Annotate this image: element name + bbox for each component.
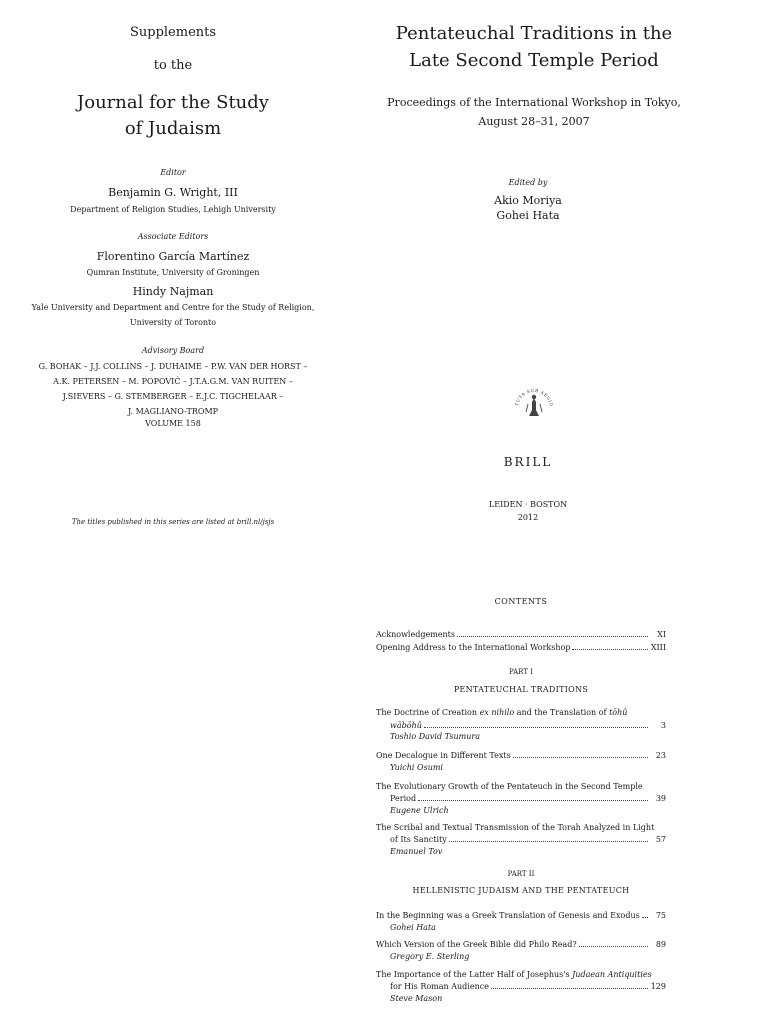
title-page <box>360 0 768 560</box>
edited-by-label: Edited by <box>508 178 548 187</box>
toc-title: Acknowledgements <box>376 630 455 639</box>
toc-entry-7-title-line1[interactable] <box>376 970 666 979</box>
toc-page: 23 <box>655 751 666 760</box>
part-1-title: PENTATEUCHAL TRADITIONS <box>453 685 589 694</box>
book-title-line1: Pentateuchal Traditions in the <box>395 23 673 44</box>
advisory-board-line-2: A.K. PETERSEN – M. POPOVIĆ – J.T.A.G.M. VAN RUITEN – <box>53 377 293 386</box>
toc-page: XI <box>657 630 666 639</box>
series-title <box>0 90 346 142</box>
publication-year: 2012 <box>517 513 539 522</box>
toc-entry-acknowledgements[interactable] <box>376 630 666 639</box>
volume-number: VOLUME 158 <box>145 419 201 428</box>
book-title-line2: Late Second Temple Period <box>409 50 659 71</box>
toc-title: Which Version of the Greek Bible did Philo Read? <box>376 940 577 949</box>
toc-leader <box>579 940 648 947</box>
toc-entry-6[interactable] <box>376 940 666 949</box>
toc-author-3: Eugene Ulrich <box>390 806 449 815</box>
toc-leader <box>642 911 648 918</box>
series-page <box>0 0 346 560</box>
volume-editor-2: Gohei Hata <box>496 209 560 222</box>
proceedings <box>330 93 738 131</box>
part-1-label: PART I <box>509 668 533 676</box>
toc-entry-2[interactable] <box>376 751 666 760</box>
toc-title-italic: Judaean Antiquities <box>572 970 652 979</box>
toc-entry-5[interactable] <box>376 911 666 920</box>
toc-entry-1[interactable] <box>390 721 666 730</box>
toc-title-text: The Importance of the Latter Half of Josephus's <box>376 970 573 979</box>
toc-title: One Decalogue in Different Texts <box>376 751 511 760</box>
proceedings-line2: August 28–31, 2007 <box>478 115 590 128</box>
publisher-name: BRILL <box>503 455 553 469</box>
toc-page: 129 <box>650 982 666 991</box>
toc-author-1: Toshio David Tsumura <box>390 732 480 741</box>
part-2-label: PART II <box>507 870 535 878</box>
series-listing-note: The titles published in this series are listed at brill.nl/jsjs <box>71 518 275 526</box>
contents-heading: CONTENTS <box>494 597 548 606</box>
book-title <box>330 20 738 74</box>
toc-entry-1-title-line1[interactable] <box>376 708 666 717</box>
advisory-board-line-4: J. MAGLIANO-TROMP <box>127 407 219 416</box>
brill-logo-text: TUTA SUB AEGID <box>514 387 555 408</box>
toc-page: 3 <box>660 721 666 730</box>
advisory-board-line-1: G. BOHAK – J.J. COLLINS – J. DUHAIME – P.W. VAN DER HORST – <box>38 362 308 371</box>
toc-title-text: The Doctrine of Creation <box>376 708 480 717</box>
series-title-line2: of Judaism <box>124 118 222 139</box>
toc-leader <box>424 721 648 728</box>
toc-entry-3[interactable] <box>390 794 666 803</box>
associate-editor-2-affiliation-2: University of Toronto <box>129 318 217 327</box>
toc-title: for His Roman Audience <box>390 982 489 991</box>
associate-editor-1-affiliation: Qumran Institute, University of Groningen <box>86 268 260 277</box>
toc-author-6: Gregory E. Sterling <box>390 952 470 961</box>
toc-page: XIII <box>650 643 666 652</box>
toc-leader <box>491 982 648 989</box>
advisory-board-label: Advisory Board <box>141 346 205 355</box>
toc-leader <box>457 630 648 637</box>
toc-page: 39 <box>655 794 666 803</box>
toc-page: 75 <box>655 911 666 920</box>
toc-author-2: Yuichi Osumi <box>390 763 443 772</box>
toc-leader <box>418 794 648 801</box>
associate-editor-2-name: Hindy Najman <box>132 285 214 298</box>
toc-leader <box>449 835 648 842</box>
series-to-the: to the <box>153 58 193 73</box>
toc-author-4: Emanuel Tov <box>390 847 443 856</box>
toc-entry-7[interactable] <box>390 982 666 991</box>
editor-affiliation: Department of Religion Studies, Lehigh University <box>70 205 276 214</box>
editor-label: Editor <box>160 168 186 177</box>
toc-page: 57 <box>655 835 666 844</box>
toc-leader <box>513 751 648 758</box>
publisher-place: LEIDEN · BOSTON <box>488 500 568 509</box>
toc-title-italic: tōhû <box>609 708 628 717</box>
editor-name: Benjamin G. Wright, III <box>108 186 238 199</box>
advisory-board-line-3: J.SIEVERS – G. STEMBERGER – E.J.C. TIGCHELAAR – <box>62 392 284 401</box>
part-2-title: HELLENISTIC JUDAISM AND THE PENTATEUCH <box>412 886 630 895</box>
series-title-line1: Journal for the Study <box>77 92 269 113</box>
toc-author-5: Gohei Hata <box>390 923 436 932</box>
associate-editor-2-affiliation-1: Yale University and Department and Centre for the Study of Religion, <box>31 303 315 312</box>
toc-entry-4-title-line1[interactable]: The Scribal and Textual Transmission of the Torah Analyzed in Light <box>376 823 655 832</box>
toc-entry-opening-address[interactable] <box>376 643 666 652</box>
brill-logo <box>510 382 558 430</box>
toc-entry-4[interactable] <box>390 835 666 844</box>
associate-editor-1-name: Florentino García Martínez <box>96 250 250 263</box>
toc-title-italic: ex nihilo <box>479 708 515 717</box>
toc-title: Period <box>390 794 417 803</box>
proceedings-line1: Proceedings of the International Workshop in Tokyo, <box>387 96 681 109</box>
toc-title: wābōhû <box>390 721 422 730</box>
toc-title: of Its Sanctity <box>390 835 447 844</box>
toc-entry-3-title-line1[interactable]: The Evolutionary Growth of the Pentateuch in the Second Temple <box>376 782 643 791</box>
toc-author-7: Steve Mason <box>390 994 443 1003</box>
toc-leader <box>572 643 648 650</box>
volume-editor-1: Akio Moriya <box>494 194 562 207</box>
toc-title: Opening Address to the International Workshop <box>376 643 571 652</box>
brill-logo-emblem-icon <box>510 382 558 430</box>
series-supplements: Supplements <box>129 25 217 40</box>
toc-title: In the Beginning was a Greek Translation of Genesis and Exodus <box>376 911 640 920</box>
toc-title-text: and the Translation of <box>514 708 610 717</box>
associate-editors-label: Associate Editors <box>137 232 209 241</box>
contents-page <box>376 590 666 1020</box>
toc-page: 89 <box>655 940 666 949</box>
